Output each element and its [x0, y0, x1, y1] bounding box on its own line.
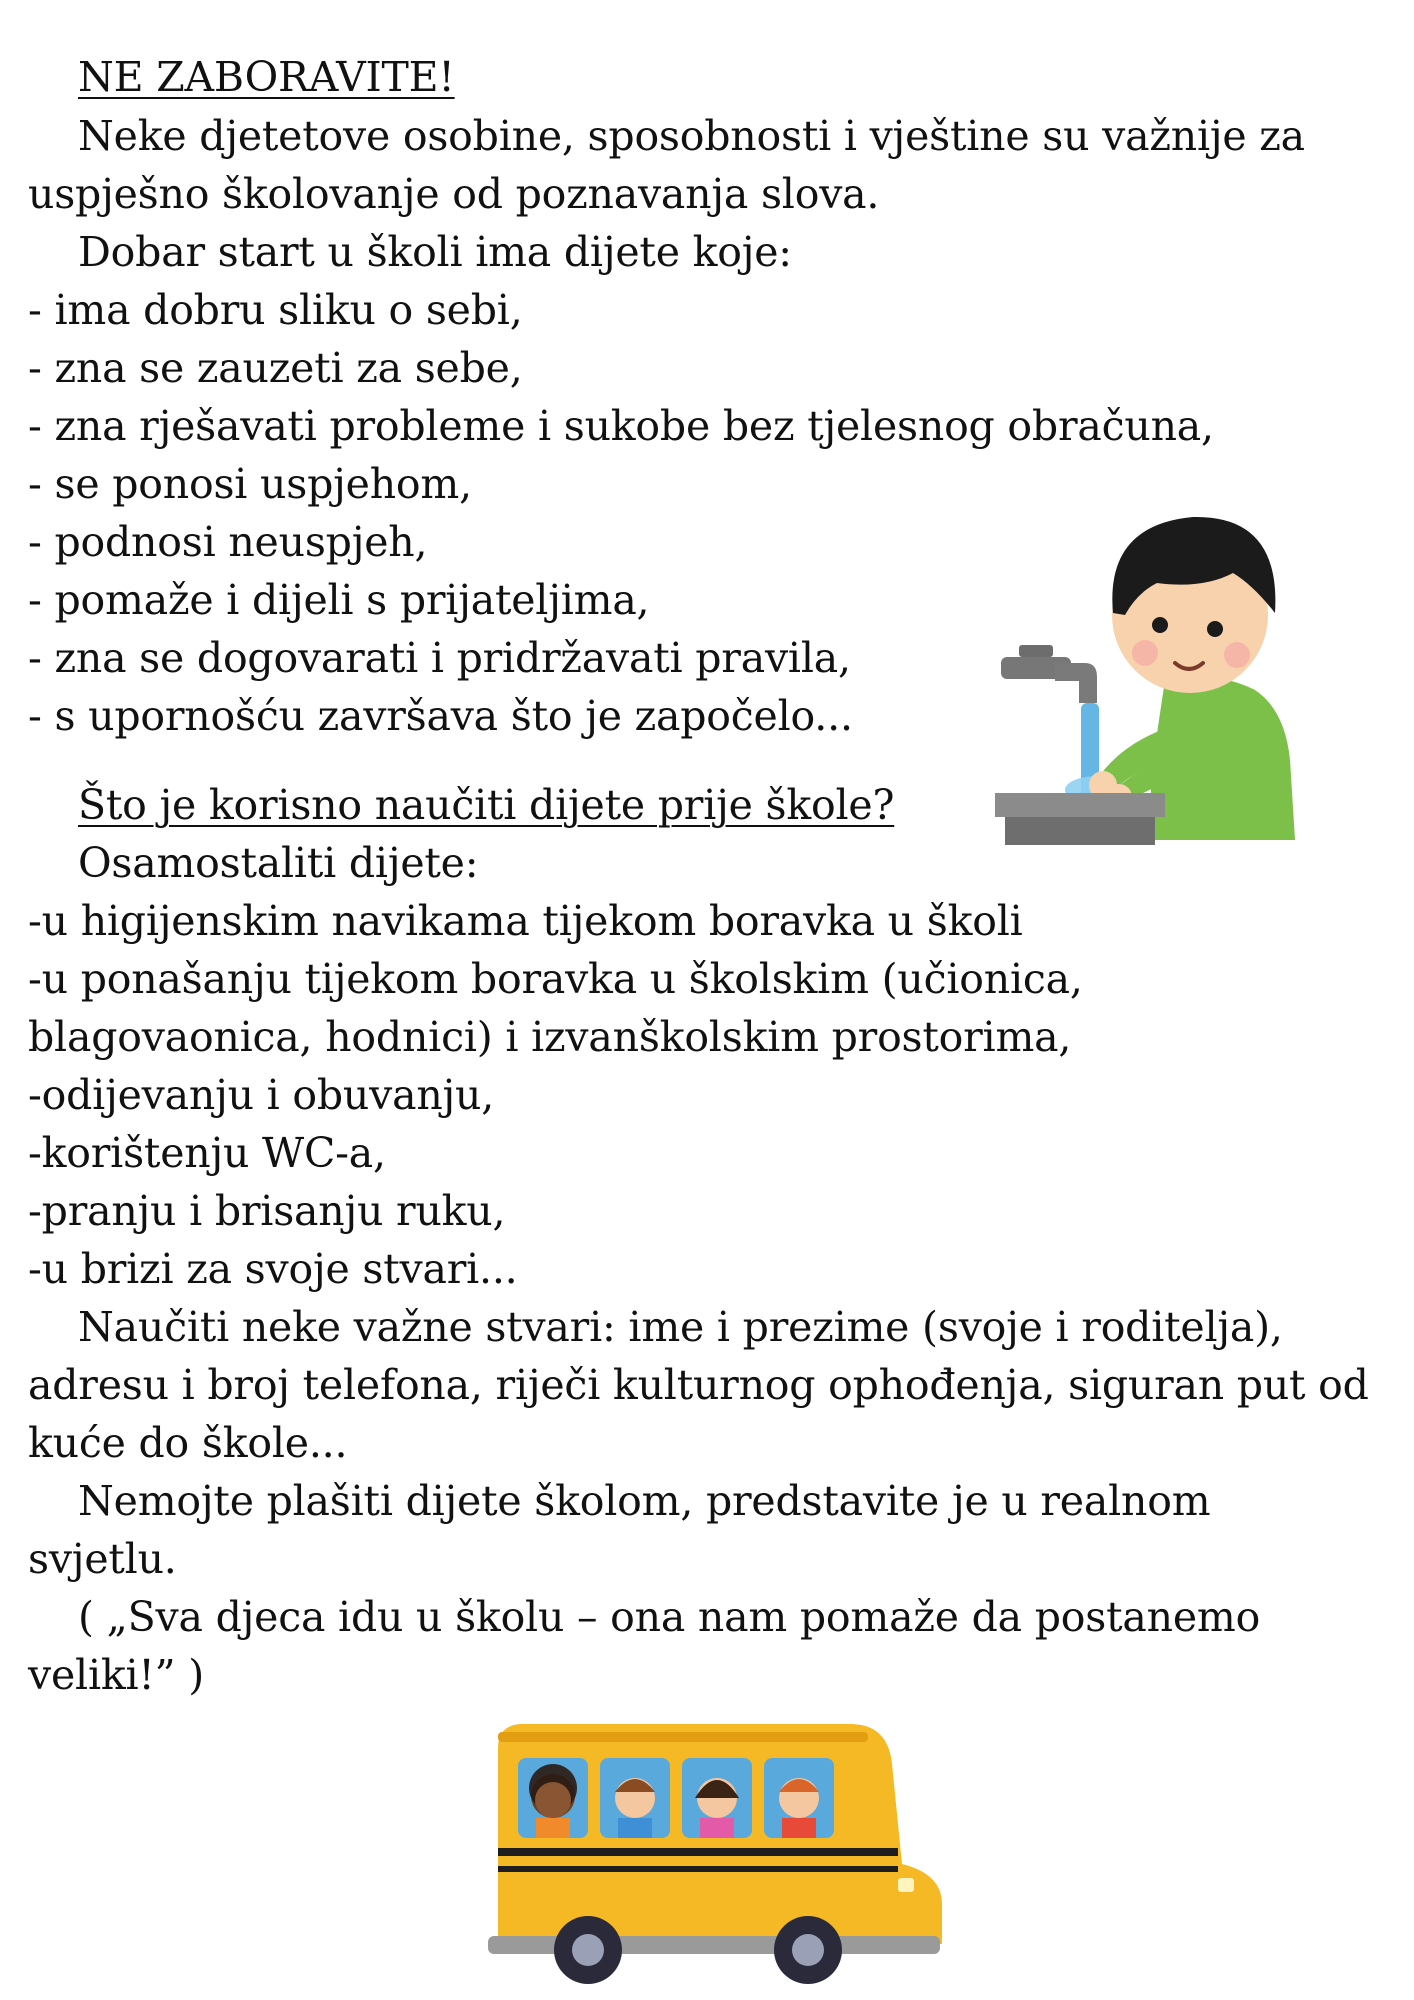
independence-item: -u higijenskim navikama tijekom boravka u školi — [28, 897, 1023, 945]
good-start-item: - pomaže i dijeli s prijateljima, — [28, 576, 650, 624]
subheading: Što je korisno naučiti dijete prije škole? — [78, 781, 895, 829]
good-start-item: - zna se zauzeti za sebe, — [28, 344, 523, 392]
good-start-item: - se ponosi uspjehom, — [28, 460, 472, 508]
heading: NE ZABORAVITE! — [78, 53, 455, 101]
independence-item: blagovaonica, hodnici) i izvanškolskim prostorima, — [28, 1013, 1072, 1061]
independence-label: Osamostaliti dijete: — [78, 839, 479, 887]
quote-line: ( „Sva djeca idu u školu – ona nam pomaže da postanemo — [78, 1593, 1261, 1641]
intro-line-2: uspješno školovanje od poznavanja slova. — [28, 170, 880, 218]
good-start-item: - zna rješavati probleme i sukobe bez tjelesnog obračuna, — [28, 402, 1214, 450]
independence-item: -pranju i brisanju ruku, — [28, 1187, 506, 1235]
independence-item: -korištenju WC-a, — [28, 1129, 386, 1177]
independence-item: -u brizi za svoje stvari... — [28, 1245, 518, 1293]
good-start-item: - zna se dogovarati i pridržavati pravila, — [28, 634, 851, 682]
independence-item: -odijevanju i obuvanju, — [28, 1071, 495, 1119]
advice-line: Nemojte plašiti dijete školom, predstavite je u realnom — [78, 1477, 1211, 1525]
important-things-line: adresu i broj telefona, riječi kulturnog ophođenja, siguran put od — [28, 1361, 1369, 1409]
important-things-line: Naučiti neke važne stvari: ime i prezime (svoje i roditelja), — [78, 1303, 1283, 1351]
good-start-label: Dobar start u školi ima dijete koje: — [78, 228, 792, 276]
good-start-item: - s upornošću završava što je započelo... — [28, 692, 853, 740]
boy-washing-hands-icon — [995, 505, 1315, 845]
intro-line-1: Neke djetetove osobine, sposobnosti i vještine su važnije za — [78, 112, 1305, 160]
good-start-item: - ima dobru sliku o sebi, — [28, 286, 523, 334]
advice-line: svjetlu. — [28, 1535, 177, 1583]
important-things-line: kuće do škole... — [28, 1419, 348, 1467]
quote-line: veliki!” ) — [28, 1651, 205, 1699]
good-start-item: - podnosi neuspjeh, — [28, 518, 428, 566]
independence-item: -u ponašanju tijekom boravka u školskim (učionica, — [28, 955, 1083, 1003]
school-bus-with-children-icon — [478, 1718, 948, 1988]
